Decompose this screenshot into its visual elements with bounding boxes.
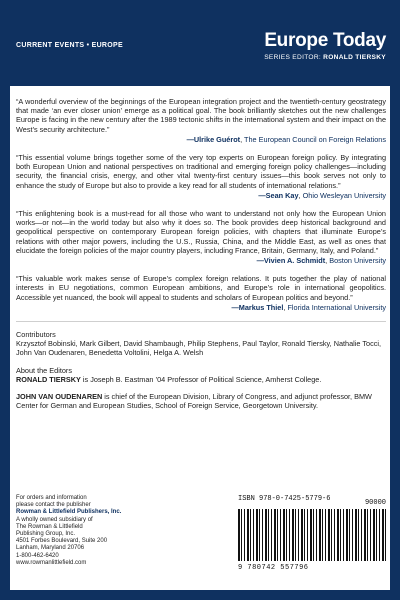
editor-name: JOHN VAN OUDENAREN <box>16 392 103 402</box>
endorsement-quote <box>16 274 386 312</box>
quote-author: —Vivien A. Schmidt <box>256 256 326 266</box>
publisher-line: For orders and information <box>16 495 87 501</box>
contributors-list: Krzysztof Bobinski, Mark Gilbert, David Shambaugh, Philip Stephens, Paul Taylor, Ronald Tiersky, Nathalie Tocci, John Van Oudenaren, Benedetta Voltolini, Helga A. Welsh <box>16 339 382 358</box>
back-cover-content <box>16 97 386 418</box>
quote-affiliation: Boston University <box>329 256 386 266</box>
endorsement-quote <box>16 209 386 265</box>
publisher-line: Lanham, Maryland 20706 <box>16 545 85 552</box>
contributors-heading: Contributors <box>16 330 56 340</box>
quote-author: —Ulrike Guérot <box>186 134 241 144</box>
publisher-line: A wholly owned subsidiary of <box>16 516 93 523</box>
barcode-bars <box>238 509 386 561</box>
quote-text: “A wonderful overview of the beginnings of the European integration project and the twentieth-century geostrategy that made ‘an ever closer union’ emerge as a political goal. The book brilliantly sketches out the new challenges Europe is facing in the new century after the 1989 tectonic shifts in the international system and their impact on the West’s security architecture.” <box>16 97 386 134</box>
editor-bio <box>16 392 386 410</box>
editor-description: is chief of the European Division, Library of Congress, and adjunct professor, BMW Center for German and European Studies, School of Foreign Service, Georgetown University. <box>16 392 372 411</box>
publisher-line: Publishing Group, Inc. <box>16 531 76 538</box>
series-editor <box>264 54 386 61</box>
series-editor-label: SERIES EDITOR: <box>264 54 322 61</box>
barcode-number: 9 780742 557796 <box>238 564 309 572</box>
quote-text: “This essential volume brings together some of the very top experts on European foreign policy. By integrating both European Union and national perspectives on traditional and emerging foreign policy challenges—including security, the financial crisis, energy, and other vital twenty-first century issues—this book serves not only to enhance the study of Europe but also to provide a key read for all students of international relations.” <box>16 153 386 190</box>
divider <box>16 321 386 322</box>
publisher-line: please contact the publisher <box>16 502 91 509</box>
editor-bios <box>16 375 386 411</box>
quote-affiliation: The European Council on Foreign Relations <box>244 134 386 144</box>
publisher-info <box>16 495 136 567</box>
category-label: CURRENT EVENTS • EUROPE <box>16 42 123 49</box>
quote-attribution: —Vivien A. Schmidt, Boston University <box>256 256 386 266</box>
price-code: 90000 <box>364 499 386 507</box>
publisher-line: 1-800-462-6420 <box>16 552 59 559</box>
quote-text: “This valuable work makes sense of Europe’s complex foreign relations. It puts together the play of national interests in EU negotiations, common European ambitions, and Europe’s role in international geopolitics. Accessible yet nuanced, the book will appeal to students and scholars of European politics and beyond.” <box>16 274 386 302</box>
series-title: Europe Today <box>264 30 386 51</box>
editor-bio <box>16 375 386 384</box>
quote-author: —Sean Kay <box>258 190 299 200</box>
editor-name: RONALD TIERSKY <box>16 374 81 384</box>
editor-description: is Joseph B. Eastman ’04 Professor of Political Science, Amherst College. <box>80 374 322 384</box>
cover-header <box>0 0 400 86</box>
quote-attribution: —Sean Kay, Ohio Wesleyan University <box>258 190 386 200</box>
endorsement-quote <box>16 153 386 200</box>
publisher-name: Rowman & Littlefield Publishers, Inc. <box>16 509 122 516</box>
endorsement-quote <box>16 97 386 144</box>
quote-text: “This enlightening book is a must-read for all those who want to understand not only how the European Union works—or not—in the world today but also why it does so. The book provides deep historical background and geopolitical perspective on contemporary European foreign policies, with chapters that illuminate Europe’s relations with other major powers, including the U.S., Russia, China, and the Middle East, as well as ones that elucidate the foreign policies of the major country players, including France, Britain, Germany, Italy, and Poland.” <box>16 209 386 255</box>
isbn-barcode <box>238 495 386 573</box>
publisher-line: 4501 Forbes Boulevard, Suite 200 <box>16 538 108 545</box>
quote-attribution: —Ulrike Guérot, The European Council on Foreign Relations <box>186 134 386 144</box>
quote-author: —Markus Thiel <box>231 302 284 312</box>
quote-affiliation: Florida International University <box>287 302 386 312</box>
editors-heading: About the Editors <box>16 365 72 375</box>
quote-attribution: —Markus Thiel, Florida International University <box>231 302 386 312</box>
quote-affiliation: Ohio Wesleyan University <box>302 190 386 200</box>
series-editor-name: RONALD TIERSKY <box>323 54 386 61</box>
publisher-line: The Rowman & Littlefield <box>16 523 83 530</box>
isbn-label: ISBN 978-0-7425-5779-6 <box>238 495 331 503</box>
publisher-line: www.rowmanlittlefield.com <box>16 559 87 566</box>
